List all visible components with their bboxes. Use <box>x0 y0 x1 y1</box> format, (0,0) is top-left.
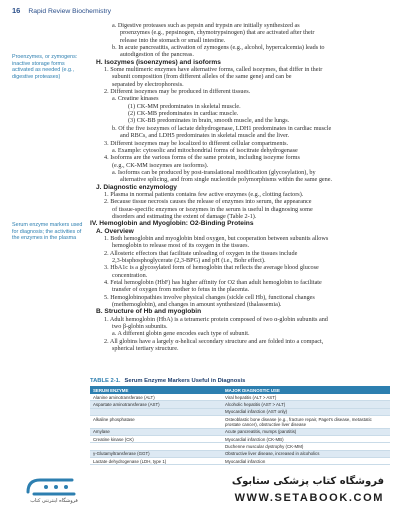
margin-note-proenzymes: Proenzymes, or zymogens: inactive storage forms activated as needed (e.g., digestive proteases) <box>12 54 78 80</box>
table-cell: Myocardial infarction (CK-MB) <box>222 435 390 442</box>
logo-caption: فروشگاه اینترنتی کتاب <box>30 498 78 504</box>
store-url: WWW.SETABOOK.COM <box>234 492 384 504</box>
table-cell: Obstructive liver disease, increased in alcoholics <box>222 450 390 457</box>
margin-note-serum-markers: Serum enzyme markers used for diagnosis; the activities of the enzymes in the plasma <box>12 222 83 242</box>
table-cell: Alkaline phosphatase <box>90 416 222 428</box>
text-line: 2. Different isozymes may be produced in different tissues. <box>104 88 251 96</box>
section-heading: A. Overview <box>96 227 134 235</box>
enzyme-table <box>90 386 390 465</box>
text-line: 2,3-bisphosphoglycerate (2,3-BPG) and pH (i.e., Bohr effect). <box>112 257 266 264</box>
text-line: autodigestion of the pancreas. <box>120 51 194 59</box>
table-header-row <box>90 386 390 394</box>
table-row <box>90 394 390 401</box>
text-line: (2) CK-MB predominates in cardiac muscle. <box>128 110 239 118</box>
table-cell: Myocardial infarction (AST only) <box>222 408 390 415</box>
text-line: alternative splicing, and from single nucleotide polymorphisms within the same gene. <box>120 176 333 184</box>
text-line: 2. Because tissue necrosis causes the release of enzymes into serum, the appearance <box>104 198 312 206</box>
table-cell: Alanine aminotransferase (ALT) <box>90 394 222 401</box>
store-name: فروشگاه کتاب پزشکی ستابوک <box>231 476 384 487</box>
section-heading: H. Isozymes (isoenzymes) and isoforms <box>96 58 221 66</box>
table-cell: Alcoholic hepatitis (AST > ALT) <box>222 401 390 408</box>
text-line: release into the stomach or small intestine. <box>120 36 226 44</box>
text-line: hemoglobin to release most of its oxygen in the tissues. <box>112 242 250 250</box>
table-row <box>90 450 390 457</box>
text-line: disorders and estimating the extent of damage (Table 2-1). <box>112 212 257 220</box>
table-row <box>90 435 390 442</box>
table-cell: Lactate dehydrogenase (LDH, type 1) <box>90 458 222 465</box>
text-line: (e.g., CK-MM isozymes are isoforms). <box>112 161 209 169</box>
table-caption: Serum Enzyme Markers Useful in Diagnosis <box>124 378 246 384</box>
text-line: 1. Both hemoglobin and myoglobin bind oxygen, but cooperation between subunits allows <box>104 234 329 242</box>
table-row <box>90 443 390 450</box>
table-title <box>90 378 390 384</box>
text-line: 3. HbA1c is a glycosylated form of hemoglobin that reflects the average blood glucose <box>104 264 319 272</box>
page-number: 16 <box>12 6 21 15</box>
table-row <box>90 408 390 415</box>
text-line: 3. Different isozymes may be localized to different cellular compartments. <box>104 139 289 147</box>
text-line: (3) CK-BB predominates in brain, smooth muscle, and the lungs. <box>128 117 290 125</box>
text-line: b. In acute pancreatitis, activation of zymogens (e.g., alcohol, hypercalcemia) leads to <box>112 44 325 52</box>
text-line: subunit composition (from different alleles of the same gene) and can be <box>112 73 292 81</box>
body-text <box>90 22 390 352</box>
text-line: a. Creatine kinases <box>112 95 159 103</box>
table-row <box>90 416 390 428</box>
serum-enzyme-table <box>90 378 390 465</box>
text-line: (1) CK-MM predominates in skeletal muscle. <box>128 102 241 110</box>
text-line: a. A different globin gene encodes each type of subunit. <box>112 330 250 338</box>
text-line: 1. Adult hemoglobin (HbA) is a tetrameric protein composed of two α-globin subunits and <box>104 315 328 323</box>
text-line: 4. Isoforms are the various forms of the same protein, including isozyme forms <box>104 154 300 162</box>
column-header-enzyme: SERUM ENZYME <box>90 386 222 394</box>
table-cell: Creatine kinase (CK) <box>90 435 222 442</box>
table-cell: Aspartate aminotransferase (AST) <box>90 401 222 408</box>
table-cell: Viral hepatitis (ALT > AST) <box>222 394 390 401</box>
text-line: a. Example: cytosolic and mitochondrial forms of isocitrate dehydrogenase <box>112 146 298 154</box>
table-cell: Myocardial infarction <box>222 458 390 465</box>
table-row <box>90 428 390 435</box>
text-line: 4. Fetal hemoglobin (HbF) has higher affinity for O2 than adult hemoglobin to facilitate <box>104 279 322 287</box>
table-cell: Amylase <box>90 428 222 435</box>
text-line: separated by electrophoresis. <box>112 80 184 88</box>
text-line: 5. Hemoglobinopathies involve physical changes (sickle cell Hb), functional changes <box>104 293 315 301</box>
chapter-heading: IV. Hemoglobin and Myoglobin: O2-Binding Proteins <box>90 220 254 228</box>
table-cell: Duchenne muscular dystrophy (CK-MM) <box>222 443 390 450</box>
running-header <box>12 6 111 20</box>
table-row <box>90 401 390 408</box>
text-line: transfer of oxygen from mother to fetus in the placenta. <box>112 286 250 294</box>
section-heading: B. Structure of Hb and myoglobin <box>96 308 202 316</box>
text-line: spherical tertiary structure. <box>112 345 179 353</box>
text-line: 2. Allosteric effectors that facilitate unloading of oxygen in the tissues include <box>104 249 298 257</box>
text-line: (methemoglobin), and changes in amount synthesized (thalassemia). <box>112 301 282 309</box>
table-cell <box>90 408 222 415</box>
store-watermark <box>0 470 400 512</box>
setabook-logo <box>24 472 80 500</box>
text-line: proenzymes (e.g., pepsinogen, chymotrypsinogen) that are activated after their <box>120 29 315 37</box>
table-cell: Osteoblastic bone disease (e.g., fracture repair, Paget's disease, metastatic prostate cancer), obstructive liver disease <box>222 416 390 428</box>
text-line: 1. Plasma in normal patients contains few active enzymes (e.g., clotting factors). <box>104 190 304 198</box>
table-cell <box>90 443 222 450</box>
table-row <box>90 458 390 465</box>
text-line: of tissue-specific enzymes or isozymes in the serum is useful in diagnosing some <box>112 205 313 213</box>
text-line: concentration. <box>112 271 148 279</box>
text-line: two β-globin subunits. <box>112 323 168 331</box>
text-line: and RBCs, and LDH5 predominates in skeletal muscle and the liver. <box>120 132 290 140</box>
running-title: Rapid Review Biochemistry <box>28 8 112 15</box>
text-line: a. Isoforms can be produced by post-translational modification (glycosylation), by <box>112 168 316 176</box>
text-line: b. Of the five isozymes of lactate dehydrogenase, LDH1 predominates in cardiac muscle <box>112 124 332 132</box>
table-cell: γ-Glutamyltransferase (GGT) <box>90 450 222 457</box>
text-line: a. Digestive proteases such as pepsin and trypsin are initially synthesized as <box>112 22 300 29</box>
table-cell: Acute pancreatitis, mumps (parotitis) <box>222 428 390 435</box>
text-line: 2. All globins have a largely α-helical secondary structure and are folded into a compact, <box>104 337 324 345</box>
table-label: TABLE 2-1. <box>90 378 121 384</box>
section-heading: J. Diagnostic enzymology <box>96 183 177 191</box>
text-line: 1. Some multimeric enzymes have alternative forms, called isozymes, that differ in their <box>104 66 323 74</box>
column-header-use: MAJOR DIAGNOSTIC USE <box>222 386 390 394</box>
